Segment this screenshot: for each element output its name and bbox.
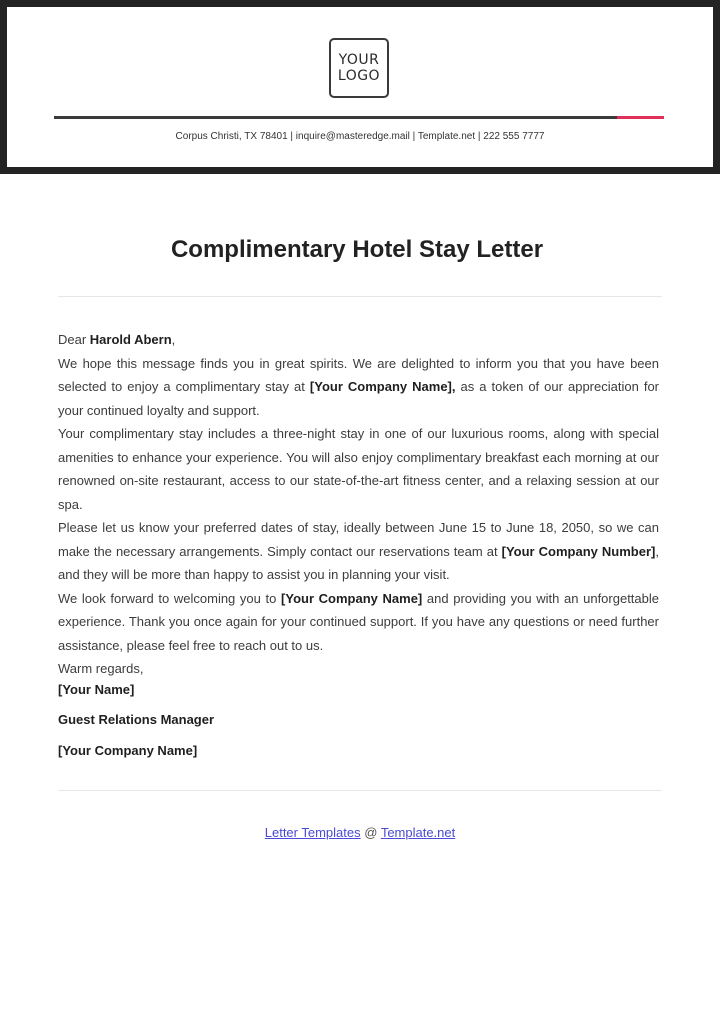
salutation [58, 328, 659, 352]
letterhead [0, 0, 720, 174]
paragraph-4: We look forward to welcoming you to [Your Company Name] and providing you with an unforgettable experience. Thank you once again for your continued support. If you have any questions or need further assistance, please feel free to reach out to us. [58, 590, 659, 653]
contact-info: Corpus Christi, TX 78401 | inquire@masteredge.mail | Template.net | 222 555 7777 [175, 131, 545, 142]
paragraph-2: Your complimentary stay includes a three-night stay in one of our luxurious rooms, along with special amenities to enhance your experience. You will also enjoy complimentary breakfast each morning at our renowned on-site restaurant, access to our state-of-the-art fitness center, and a relaxing session at our spa. [58, 426, 659, 512]
company-number-placeholder: [Your Company Number] [501, 543, 656, 559]
letter-body [58, 328, 659, 681]
template-net-link[interactable]: Template.net [380, 825, 456, 840]
company-placeholder: [Your Company Name], [309, 379, 456, 394]
salutation-text: Dear [58, 332, 90, 347]
company-placeholder: [Your Company Name] [281, 590, 423, 606]
header-rule-accent [617, 116, 664, 119]
signature-name: [Your Name] [58, 682, 135, 697]
page-title: Complimentary Hotel Stay Letter [170, 236, 544, 263]
closing: Warm regards, [58, 661, 144, 676]
logo-line-1: YOUR [338, 52, 380, 68]
company-logo [329, 38, 389, 98]
paragraph-1: We hope this message finds you in great spirits. We are delighted to inform you that you have been selected to enjoy a complimentary stay at [Your Company Name], as a token of our appreciation for your continued loyalty and support. [58, 355, 660, 418]
letter-templates-link[interactable]: Letter Templates [264, 825, 361, 840]
recipient-name: Harold Abern [89, 332, 172, 347]
footer-divider [58, 790, 662, 791]
footer-separator: @ [360, 825, 381, 840]
header-rule [54, 116, 617, 119]
logo-line-2: LOGO [337, 68, 381, 84]
signature-company: [Your Company Name] [58, 743, 198, 758]
footer [0, 825, 720, 840]
title-divider [58, 296, 662, 297]
paragraph-3: Please let us know your preferred dates of stay, ideally between June 15 to June 18, 2050, so we can make the necessary arrangements. Simply contact our reservations team at [Your Company Number], and they will be more than happy to assist you in planning your visit. [58, 520, 659, 582]
salutation-comma: , [171, 332, 176, 347]
signature-role: Guest Relations Manager [58, 712, 215, 727]
